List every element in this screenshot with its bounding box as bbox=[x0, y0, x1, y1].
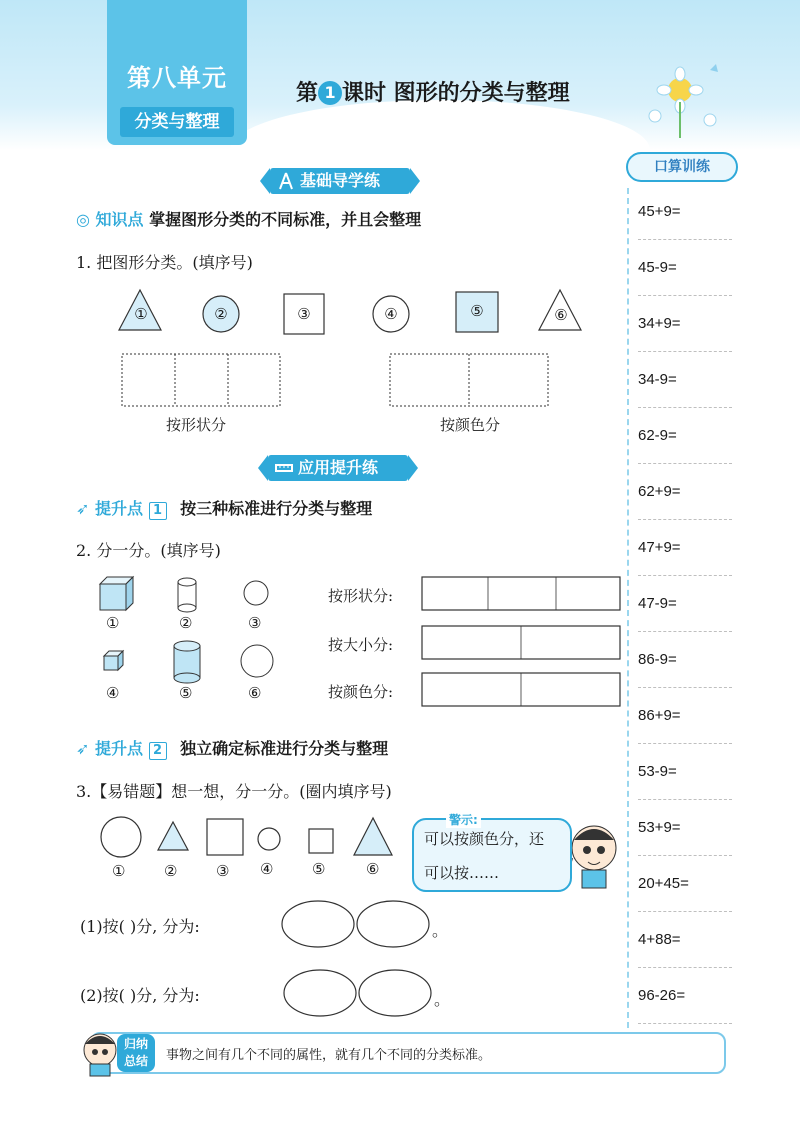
q3-circle-small bbox=[258, 828, 280, 850]
q2-by-shape-label: 按形状分: bbox=[328, 587, 394, 605]
q3-square-small bbox=[309, 829, 333, 853]
rocket-icon: ➶ bbox=[76, 739, 90, 758]
q2-by-size-label: 按大小分: bbox=[328, 636, 394, 654]
q3-label-1: ① bbox=[112, 862, 126, 880]
q3-part2-oval-a[interactable] bbox=[284, 970, 356, 1016]
point-2-tag: 提升点 bbox=[94, 739, 143, 758]
q3-label-3: ③ bbox=[216, 862, 230, 880]
oral-item[interactable]: 86+9= bbox=[638, 688, 732, 744]
summary-tag-line-1: 归纳 bbox=[123, 1037, 148, 1051]
rocket-icon: ➶ bbox=[76, 499, 90, 518]
oral-item[interactable]: 4+88= bbox=[638, 912, 732, 968]
point-1-tag: 提升点 bbox=[94, 499, 143, 518]
q2-label-4: ④ bbox=[106, 684, 120, 702]
tip-line-1: 可以按颜色分，还 bbox=[424, 830, 545, 848]
oral-item[interactable]: 45-9= bbox=[638, 240, 732, 296]
q3-part2-oval-b[interactable] bbox=[359, 970, 431, 1016]
summary-tag bbox=[117, 1034, 155, 1072]
q3-part1-oval-a[interactable] bbox=[282, 901, 354, 947]
q2-label-5: ⑤ bbox=[179, 684, 193, 702]
apply-banner-text: 应用提升练 bbox=[298, 458, 379, 477]
q1-by-shape-label: 按形状分 bbox=[166, 416, 227, 434]
point-2-number: 2 bbox=[149, 742, 167, 760]
point-2-text: 独立确定标准进行分类与整理 bbox=[180, 739, 389, 758]
q3-label-2: ② bbox=[164, 862, 178, 880]
q3-part-1-period: 。 bbox=[432, 921, 449, 940]
q3-label-5: ⑤ bbox=[312, 860, 326, 878]
question-3: 3.【易错题】想一想，分一分。(圈内填序号) bbox=[76, 782, 392, 801]
summary-text: 事物之间有几个不同的属性，就有几个不同的分类标准。 bbox=[166, 1048, 492, 1063]
oral-item[interactable]: 53-9= bbox=[638, 744, 732, 800]
cartoon-kid-icon bbox=[566, 826, 616, 888]
point-1-text: 按三种标准进行分类与整理 bbox=[180, 499, 373, 518]
oral-training-badge: 口算训练 bbox=[626, 152, 738, 182]
q2-label-1: ① bbox=[106, 614, 120, 632]
q1-label-1: ① bbox=[134, 305, 148, 323]
q1-by-color-label: 按颜色分 bbox=[440, 416, 501, 434]
tip-line-2: 可以按…… bbox=[424, 864, 500, 882]
question-1: 1. 把图形分类。(填序号) bbox=[76, 253, 253, 272]
q2-label-6: ⑥ bbox=[248, 684, 262, 702]
oral-item[interactable]: 47+9= bbox=[638, 520, 732, 576]
question-2: 2. 分一分。(填序号) bbox=[76, 541, 221, 560]
q3-part-1: (1)按( )分, 分为: bbox=[80, 917, 200, 936]
lesson-number: 1 bbox=[318, 81, 342, 105]
q3-triangle-big bbox=[354, 818, 392, 855]
q3-label-6: ⑥ bbox=[366, 860, 380, 878]
q1-label-6: ⑥ bbox=[554, 306, 568, 324]
q3-part-2: (2)按( )分, 分为: bbox=[80, 986, 200, 1005]
oral-item[interactable]: 62-9= bbox=[638, 408, 732, 464]
oral-item[interactable]: 34+9= bbox=[638, 296, 732, 352]
unit-subtitle: 分类与整理 bbox=[120, 107, 234, 137]
target-icon: ◎ bbox=[76, 210, 90, 229]
basic-banner-text: 基础导学练 bbox=[300, 171, 381, 190]
q1-label-5: ⑤ bbox=[470, 302, 484, 320]
knowledge-tag: 知识点 bbox=[95, 210, 144, 229]
q3-square-big bbox=[207, 819, 243, 855]
oral-item[interactable]: 96-26= bbox=[638, 968, 732, 1024]
lesson-title-text: 课时 图形的分类与整理 bbox=[342, 81, 570, 106]
q1-label-4: ④ bbox=[384, 305, 398, 323]
point-1-number: 1 bbox=[149, 502, 167, 520]
oral-item[interactable]: 20+45= bbox=[638, 856, 732, 912]
oral-item[interactable]: 45+9= bbox=[638, 184, 732, 240]
q2-by-color-label: 按颜色分: bbox=[328, 683, 394, 701]
q3-triangle-small bbox=[158, 822, 188, 850]
knowledge-text: 掌握图形分类的不同标准，并且会整理 bbox=[149, 210, 422, 229]
q1-label-2: ② bbox=[214, 305, 228, 323]
tip-title: 警示: bbox=[446, 811, 481, 828]
oral-item[interactable]: 34-9= bbox=[638, 352, 732, 408]
q3-part1-oval-b[interactable] bbox=[357, 901, 429, 947]
flower-decoration-icon bbox=[640, 60, 730, 140]
q3-label-4: ④ bbox=[260, 860, 274, 878]
oral-training-list bbox=[638, 184, 732, 1024]
summary-tag-line-2: 总结 bbox=[123, 1054, 148, 1068]
q2-label-2: ② bbox=[179, 614, 193, 632]
oral-item[interactable]: 62+9= bbox=[638, 464, 732, 520]
q1-label-3: ③ bbox=[297, 305, 311, 323]
unit-title: 第八单元 bbox=[127, 64, 227, 92]
oral-item[interactable]: 47-9= bbox=[638, 576, 732, 632]
lesson-prefix: 第 bbox=[296, 81, 319, 106]
summary-kid-icon bbox=[0, 0, 130, 1100]
q2-label-3: ③ bbox=[248, 614, 262, 632]
oral-item[interactable]: 53+9= bbox=[638, 800, 732, 856]
oral-item[interactable]: 86-9= bbox=[638, 632, 732, 688]
q3-part-2-period: 。 bbox=[434, 990, 451, 1009]
